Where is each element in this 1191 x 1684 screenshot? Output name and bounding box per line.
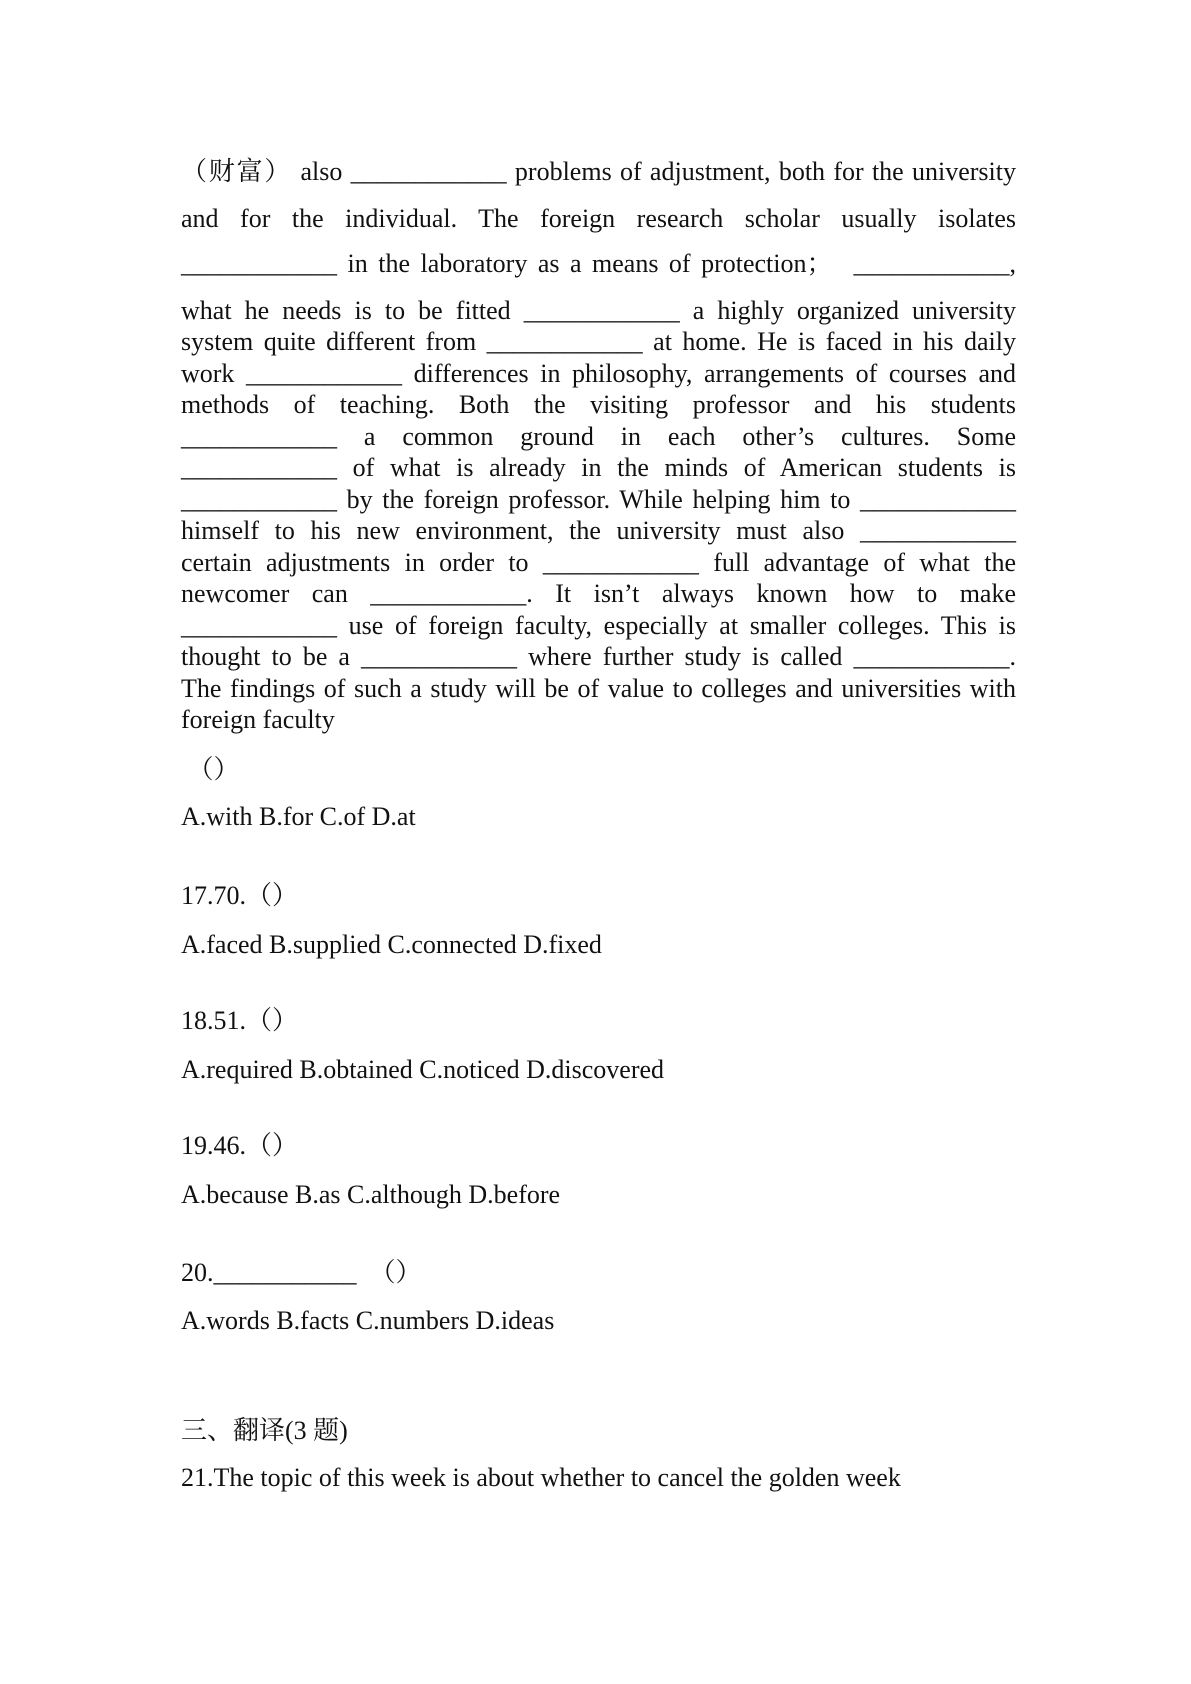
passage-line-7: methods of teaching. Both the visiting professor and his students [181,390,1016,419]
passage-line-14: ____________ use of foreign faculty, especially at smaller colleges. This is [181,611,1016,640]
question-stem: 17.70.（） [181,881,299,910]
question-options: A.required B.obtained C.noticed D.discovered [181,1055,665,1084]
passage-line-4: what he needs is to be fitted ____________ a highly organized university [181,296,1016,325]
question-options: A.because B.as C.although D.before [181,1180,561,1209]
passage-line-13: newcomer can ____________. It isn’t always known how to make [181,579,1016,608]
passage-line-10: ____________ by the foreign professor. While helping him to ____________ [181,485,1016,514]
question-stem: 20.___________ （） [181,1258,422,1287]
passage-line-6: work ____________ differences in philosophy, arrangements of courses and [181,359,1016,388]
passage-line-8: ____________ a common ground in each other’s cultures. Some [181,422,1016,451]
question-options: A.with B.for C.of D.at [181,802,416,831]
section-heading: 三、翻译(3 题) [181,1416,348,1445]
passage-line-16: The findings of such a study will be of value to colleges and universities with [181,674,1016,703]
passage-line-17: foreign faculty [181,705,335,734]
passage-line-5: system quite different from ____________ at home. He is faced in his daily [181,327,1016,356]
passage-line-11: himself to his new environment, the university must also ____________ [181,516,1016,545]
question-stem: 19.46.（） [181,1131,299,1160]
question-stem: （） [181,755,240,784]
passage-line-2: and for the individual. The foreign research scholar usually isolates [181,204,1016,233]
question-options: A.words B.facts C.numbers D.ideas [181,1306,555,1335]
passage-line-15: thought to be a ____________ where further study is called ____________. [181,642,1016,671]
question-21: 21.The topic of this week is about whether to cancel the golden week [181,1463,901,1492]
passage-line-12: certain adjustments in order to ____________ full advantage of what the [181,548,1016,577]
question-options: A.faced B.supplied C.connected D.fixed [181,930,602,959]
passage-line-1: （财富） also ____________ problems of adjustment, both for the university [181,157,1016,186]
question-stem: 18.51.（） [181,1006,299,1035]
passage-line-9: ____________ of what is already in the minds of American students is [181,453,1016,482]
passage-line-3: ____________ in the laboratory as a means of protection； ____________, [181,249,1016,278]
